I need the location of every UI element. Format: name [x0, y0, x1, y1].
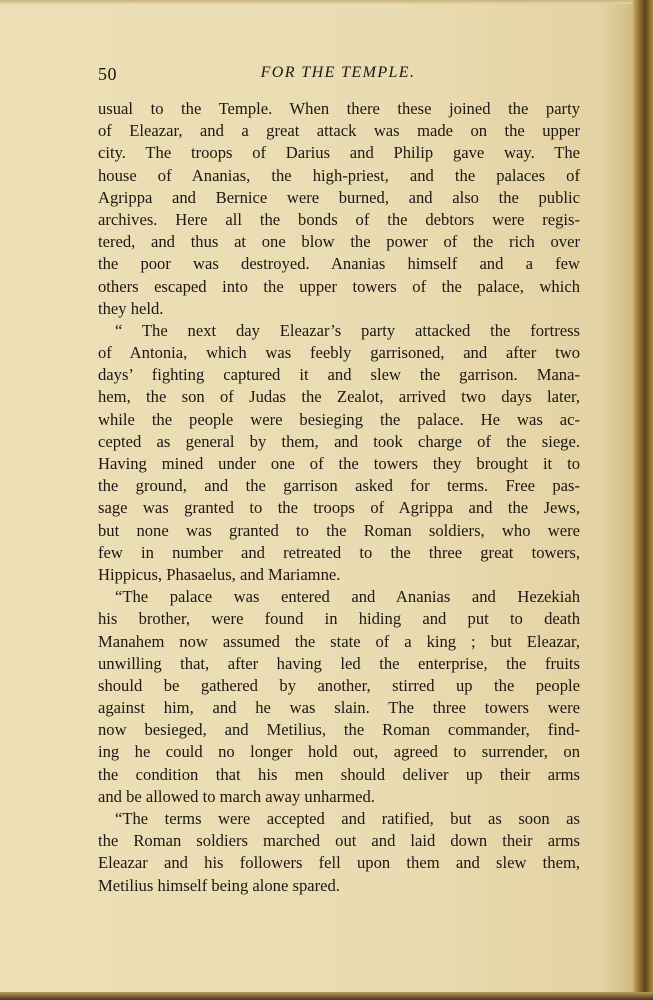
text-line: usual to the Temple. When there these joined the party: [98, 99, 580, 118]
text-line: ing he could no longer hold out, agreed to surrender, on: [98, 742, 580, 762]
text-line: Agrippa and Bernice were burned, and also the public: [98, 187, 580, 207]
page-number: 50: [98, 64, 117, 84]
text-line: the condition that his men should deliver up their arms: [98, 764, 580, 784]
text-line: “The terms were accepted and ratified, but as soon as: [115, 809, 580, 828]
text-line: his brother, were found in hiding and put to death: [98, 609, 580, 629]
text-line: now besieged, and Metilius, the Roman commander, find-: [98, 720, 580, 740]
book-spine-edge: [633, 0, 653, 1000]
text-line: of Antonia, which was feebly garrisoned, and after two: [98, 343, 580, 363]
text-line: city. The troops of Darius and Philip gave way. The: [98, 143, 580, 163]
text-line: the poor was destroyed. Ananias himself and a few: [98, 254, 580, 274]
text-line: but none was granted to the Roman soldiers, who were: [98, 520, 580, 540]
text-line: they held.: [98, 298, 164, 318]
text-line: should be gathered by another, stirred up the people: [98, 675, 580, 695]
text-line: tered, and thus at one blow the power of the rich over: [98, 232, 580, 252]
text-line: archives. Here all the bonds of the debtors were regis-: [98, 209, 580, 229]
text-line: Having mined under one of the towers they brought it to: [98, 454, 580, 473]
text-line: against him, and he was slain. The three towers were: [98, 698, 580, 718]
text-line: the Roman soldiers marched out and laid down their arms: [98, 831, 580, 851]
text-line: Metilius himself being alone spared.: [98, 875, 340, 895]
text-line: while the people were besieging the palace. He was ac-: [98, 409, 580, 429]
running-head: FOR THE TEMPLE.: [260, 64, 416, 81]
text-line: others escaped into the upper towers of the palace, which: [98, 276, 580, 296]
page-header: [98, 64, 578, 88]
text-line: the ground, and the garrison asked for terms. Free pas-: [98, 476, 580, 496]
text-line: Manahem now assumed the state of a king ; but Eleazar,: [98, 631, 580, 651]
text-line: hem, the son of Judas the Zealot, arrived two days later,: [98, 387, 580, 407]
text-line: sage was granted to the troops of Agrippa and the Jews,: [98, 498, 580, 518]
text-line: Hippicus, Phasaelus, and Mariamne.: [98, 564, 341, 584]
text-line: days’ fighting captured it and slew the garrison. Mana-: [98, 365, 580, 385]
body-text: [98, 98, 580, 897]
text-line: of Eleazar, and a great attack was made on the upper: [98, 121, 580, 141]
text-line: and be allowed to march away unharmed.: [98, 786, 375, 806]
text-line: Eleazar and his followers fell upon them and slew them,: [98, 853, 580, 873]
text-line: house of Ananias, the high-priest, and the palaces of: [98, 165, 580, 185]
text-line: “The palace was entered and Ananias and Hezekiah: [115, 587, 580, 607]
page-bottom-edge: [0, 992, 653, 1000]
text-line: unwilling that, after having led the enterprise, the fruits: [98, 653, 580, 673]
page-top-edge: [0, 0, 653, 4]
text-line: few in number and retreated to the three great towers,: [98, 542, 580, 562]
text-line: cepted as general by them, and took charge of the siege.: [98, 431, 580, 451]
text-line: “ The next day Eleazar’s party attacked the fortress: [115, 320, 580, 340]
